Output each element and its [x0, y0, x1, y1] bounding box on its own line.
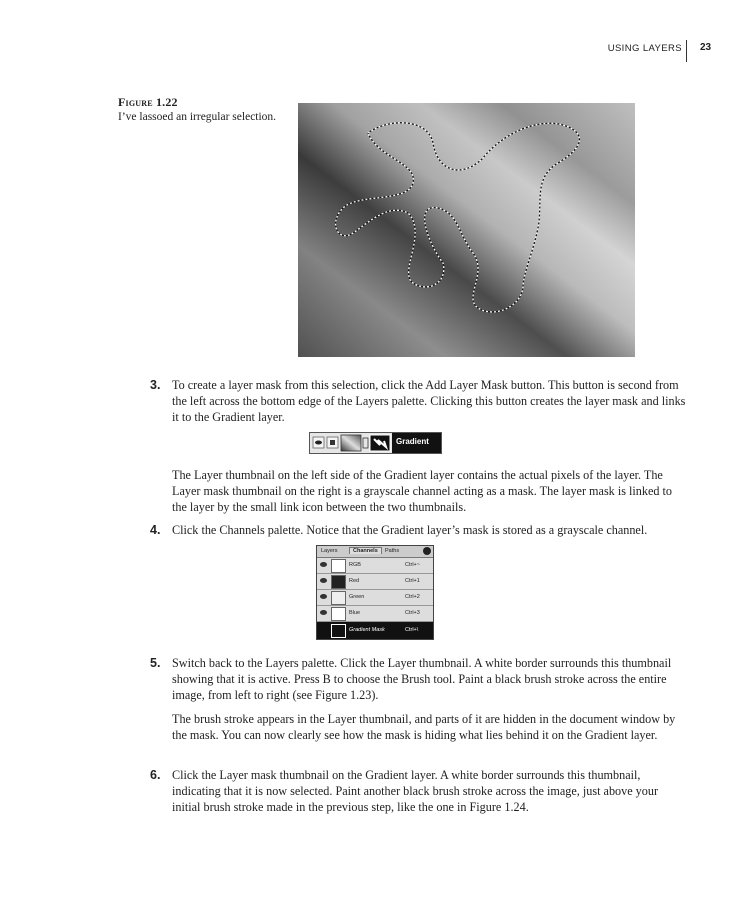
channel-shortcut: Ctrl+\	[405, 627, 419, 633]
channel-thumbnail	[331, 607, 346, 621]
figure-caption	[118, 95, 278, 125]
layer-thumbnail	[341, 435, 361, 451]
channel-shortcut: Ctrl+2	[405, 594, 420, 600]
layer-name: Gradient	[396, 437, 429, 446]
channel-shortcut: Ctrl+~	[405, 562, 420, 568]
eye-icon[interactable]	[320, 594, 327, 599]
section-title: USING LAYERS	[607, 43, 682, 54]
eye-icon[interactable]	[320, 562, 327, 567]
header-divider	[686, 40, 687, 62]
brush-icon	[330, 440, 335, 445]
figure-image	[298, 103, 635, 357]
channel-row[interactable]	[317, 606, 433, 622]
figure-title: Figure 1.22	[118, 95, 178, 109]
channel-shortcut: Ctrl+3	[405, 610, 420, 616]
page-number: 23	[700, 42, 712, 53]
eye-icon[interactable]	[320, 578, 327, 583]
step-text: Click the Channels palette. Notice that the Gradient layer’s mask is stored as a grayscale channel.	[172, 523, 648, 537]
channel-row-selected[interactable]	[317, 622, 433, 639]
step-3-followup: The Layer thumbnail on the left side of the Gradient layer contains the actual pixels of the layer. The Layer mask thumbnail on the right is a grayscale channel acting as a mask. The layer mask is linked to the layer by the small link icon between the two thumbnails.	[172, 468, 672, 514]
running-header	[0, 40, 750, 64]
step-text: Click the Layer mask thumbnail on the Gradient layer. A white border surrounds this thumbnail, indicating that it is now selected. Paint another black brush stroke across the image, just above your initial brush stroke made in the previous step, like the one in Figure 1.24.	[172, 768, 659, 814]
channel-name: Gradient Mask	[349, 627, 385, 633]
channel-row[interactable]	[317, 590, 433, 606]
eye-icon	[315, 441, 322, 445]
step-text: To create a layer mask from this selection, click the Add Layer Mask button. This button is second from the left across the bottom edge of the Layers palette. Clicking this button creates the layer mask and links it to the Gradient layer.	[172, 378, 686, 424]
eye-icon[interactable]	[320, 610, 327, 615]
step-number: 3.	[150, 378, 161, 392]
channels-palette	[316, 545, 434, 640]
step-number: 5.	[150, 656, 161, 670]
palette-menu-icon[interactable]	[423, 547, 431, 555]
palette-tabs	[317, 546, 433, 558]
step-number: 4.	[150, 523, 161, 537]
channel-name: Blue	[349, 610, 361, 616]
channel-row[interactable]	[317, 558, 433, 574]
tab-channels[interactable]: Channels	[349, 547, 382, 554]
channel-thumbnail	[331, 575, 346, 589]
tab-paths[interactable]: Paths	[385, 548, 400, 554]
tab-layers[interactable]: Layers	[321, 548, 338, 554]
channel-name: Red	[349, 578, 360, 584]
channel-name: RGB	[349, 562, 361, 568]
channel-shortcut: Ctrl+1	[405, 578, 420, 584]
layers-palette-row	[309, 432, 442, 454]
step-number: 6.	[150, 768, 161, 782]
figure-caption-text: I’ve lassoed an irregular selection.	[118, 111, 277, 123]
step-5-followup: The brush stroke appears in the Layer thumbnail, and parts of it are hidden in the document window by the mask. You can now clearly see how the mask is hiding what lies behind it on the Gradient layer.	[172, 712, 676, 742]
channel-row[interactable]	[317, 574, 433, 590]
channel-thumbnail	[331, 624, 346, 638]
channel-name: Green	[349, 594, 365, 600]
channel-thumbnail	[331, 559, 346, 573]
channel-thumbnail	[331, 591, 346, 605]
step-text: Switch back to the Layers palette. Click the Layer thumbnail. A white border surrounds this thumbnail showing that it is active. Press B to choose the Brush tool. Paint a black brush stroke across the entire image, from left to right (see Figure 1.23).	[172, 656, 672, 702]
